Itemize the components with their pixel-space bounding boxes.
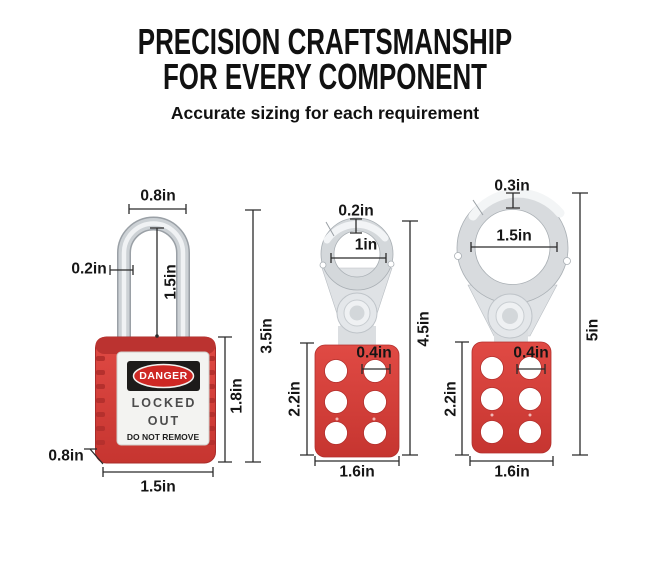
dim-padlock-overall-height: 3.5in (258, 318, 276, 354)
dim-hasp-small-plate-height: 2.2in (286, 381, 304, 417)
out-text: OUT (147, 414, 181, 428)
page-title-line1: PRECISION CRAFTSMANSHIP (137, 21, 513, 62)
dim-padlock-body-depth: 0.8in (48, 447, 84, 465)
do-not-remove-text: DO NOT REMOVE (126, 432, 200, 442)
dim-hasp-small-jaw-diameter: 1in (354, 236, 378, 254)
dim-hasp-large-overall-height: 5in (584, 318, 602, 342)
locked-text: LOCKED (131, 396, 197, 410)
dim-hasp-large-plate-height: 2.2in (442, 381, 460, 417)
dim-hasp-small-hook-thickness: 0.2in (338, 202, 374, 220)
page-title-line2: FOR EVERY COMPONENT (162, 56, 488, 97)
dim-hasp-small-overall-height: 4.5in (415, 311, 433, 347)
danger-text: DANGER (139, 370, 188, 382)
dim-padlock-body-width: 1.5in (140, 478, 176, 496)
dim-padlock-shackle-clearance: 1.5in (162, 264, 180, 300)
dim-hasp-large-hole-diameter: 0.4in (513, 344, 549, 362)
page-subtitle: Accurate sizing for each requirement (170, 103, 480, 123)
dim-hasp-large-hook-thickness: 0.3in (494, 177, 530, 195)
dim-hasp-large-jaw-diameter: 1.5in (496, 227, 532, 245)
dim-padlock-body-height: 1.8in (228, 378, 246, 414)
dim-hasp-large-plate-width: 1.6in (494, 463, 530, 481)
dim-hasp-small-hole-diameter: 0.4in (356, 344, 392, 362)
dim-padlock-shackle-diameter: 0.2in (71, 260, 107, 278)
dim-padlock-shackle-width: 0.8in (140, 187, 176, 205)
dim-hasp-small-plate-width: 1.6in (339, 463, 375, 481)
